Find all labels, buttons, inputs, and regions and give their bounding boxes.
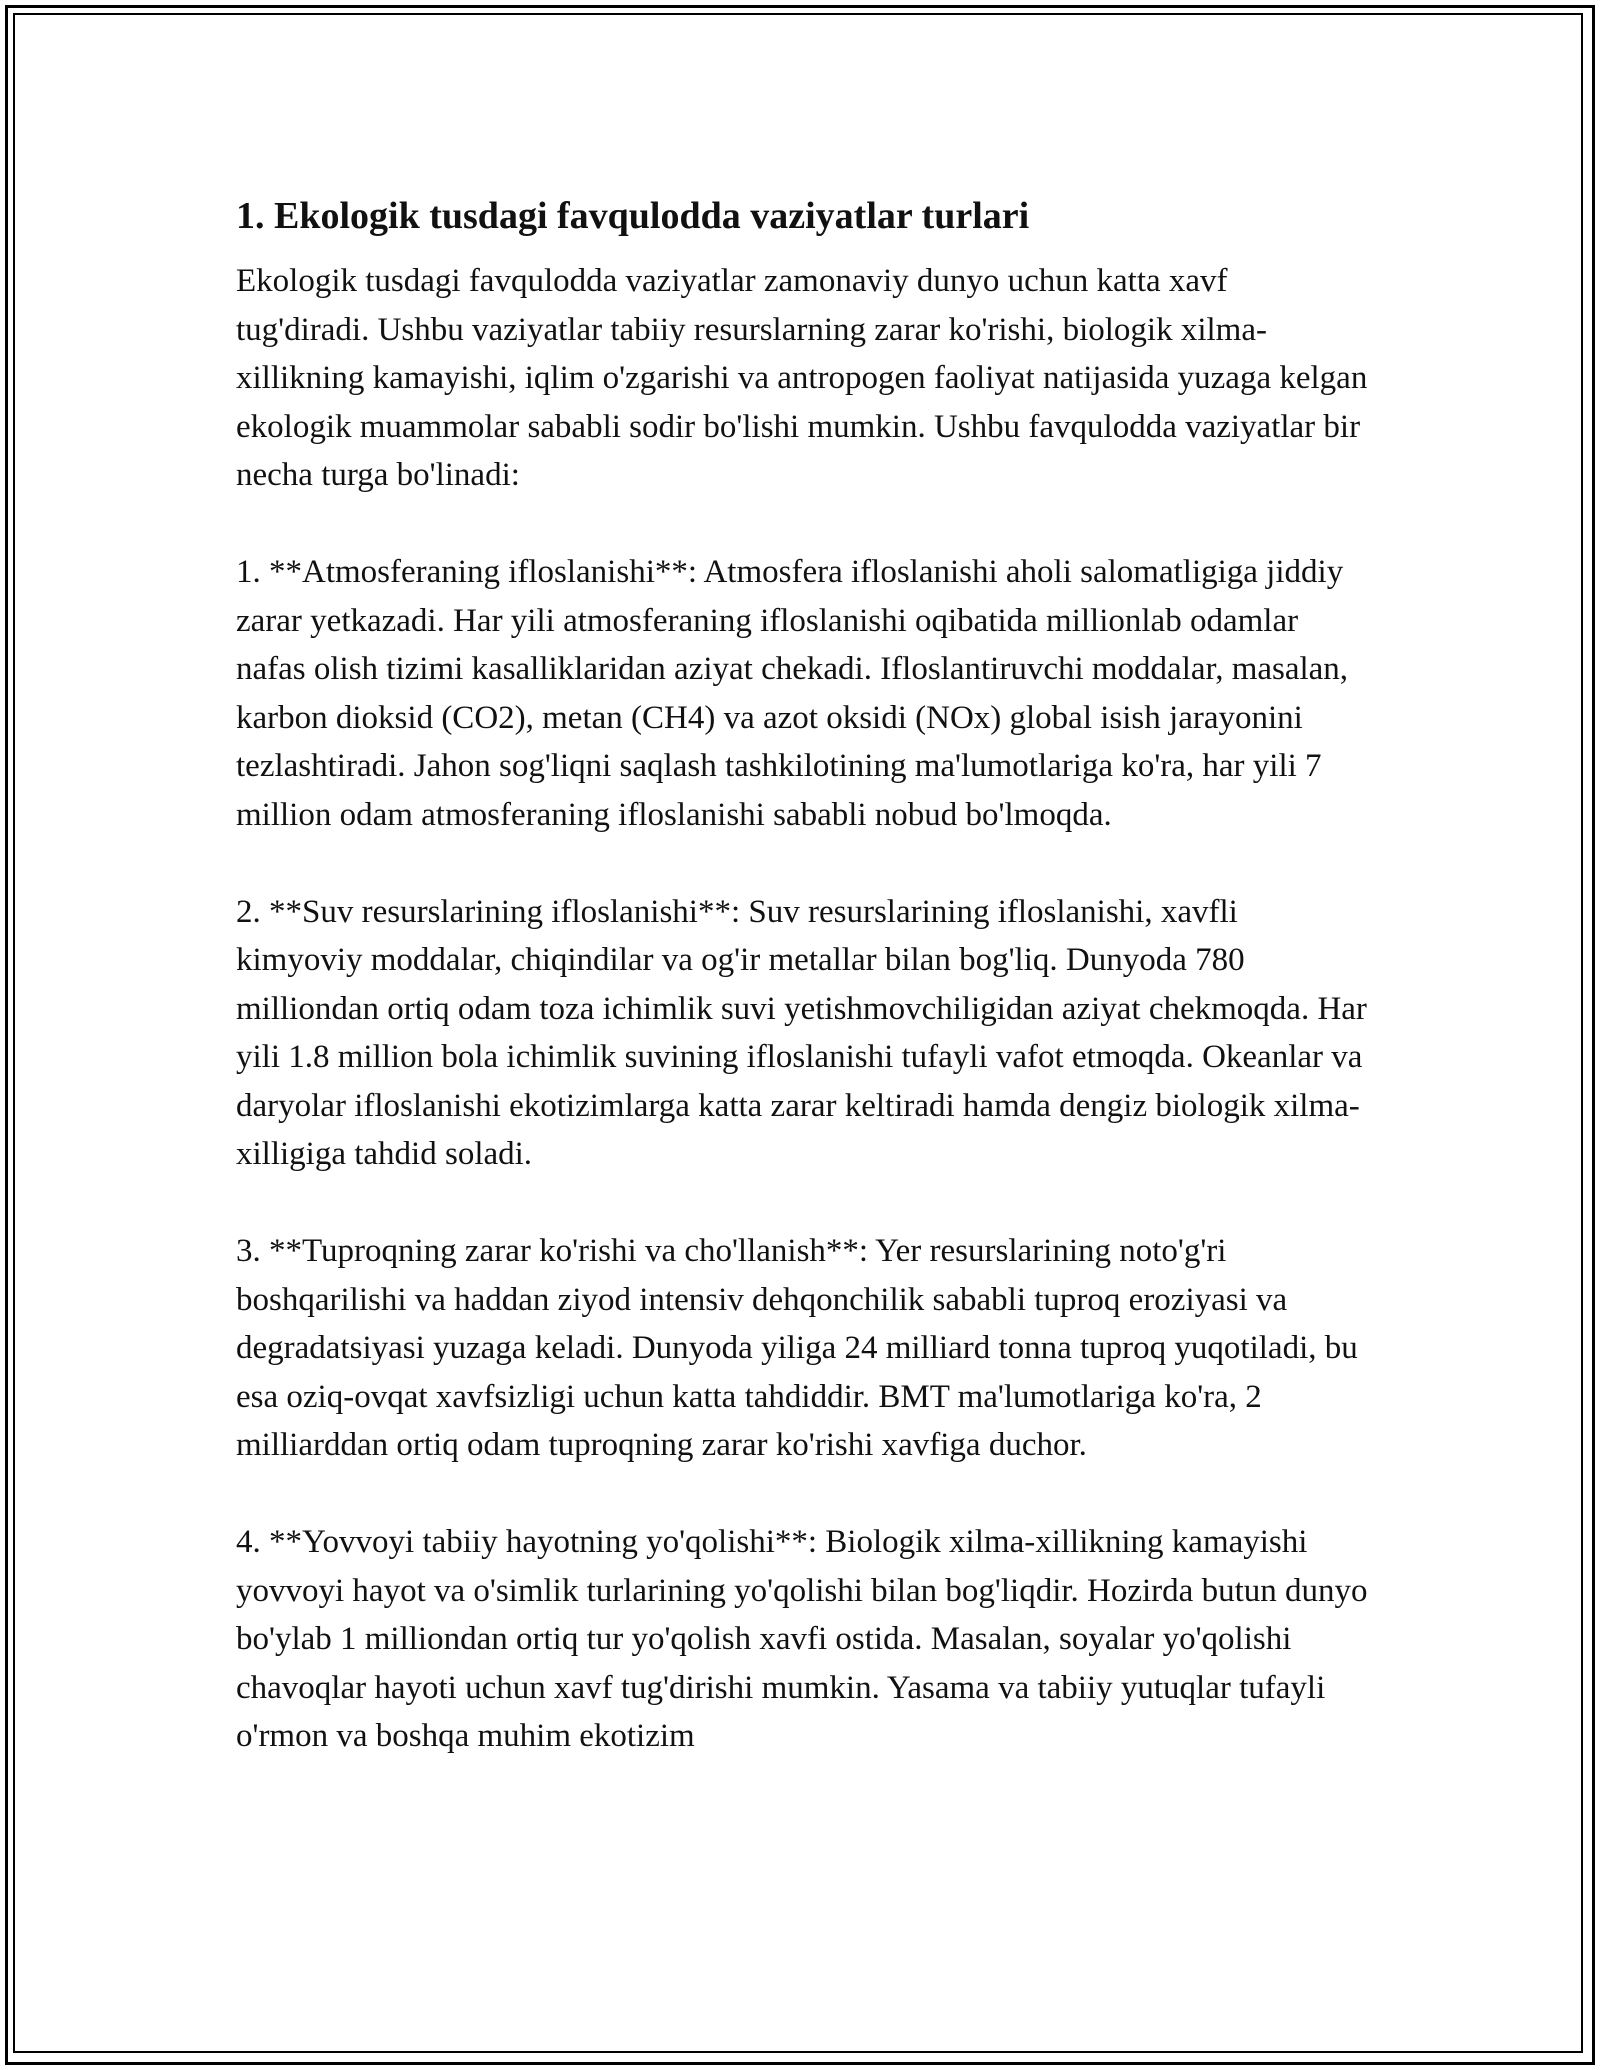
paragraph-wildlife-loss: 4. **Yovvoyi tabiiy hayotning yo'qolishi**: Biologik xilma-xillikning kamayishi yovvoyi hayot va o'simlik turlarining yo'qolishi bilan bog'liqdir. Hozirda butun dunyo bo'ylab 1 milliondan ortiq tur yo'qolish xavfi ostida. Masalan, soyalar yo'qolishi chavoqlar hayoti uchun xavf tug'dirishi mumkin. Yasama va tabiiy yutuqlar tufayli o'rmon va boshqa muhim ekotizim [236,1524,1368,1754]
paragraph-water-pollution: 2. **Suv resurslarining ifloslanishi**: Suv resurslarining ifloslanishi, xavfli kimyoviy moddalar, chiqindilar va og'ir metallar bilan bog'liq. Dunyoda 780 milliondan ortiq odam toza ichimlik suvi yetishmovchiligidan aziyat chekmoqda. Har yili 1.8 million bola ichimlik suvining ifloslanishi tufayli vafot etmoqda. Okeanlar va daryolar ifloslanishi ekotizimlarga katta zarar keltiradi hamda dengiz biologik xilma-xilligiga tahdid soladi. [236,893,1367,1172]
document-body [236,183,1368,1761]
intro-paragraph: Ekologik tusdagi favqulodda vaziyatlar zamonaviy dunyo uchun katta xavf tug'diradi. Ushbu vaziyatlar tabiiy resurslarning zarar ko'rishi, biologik xilma-xillikning kamayishi, iqlim o'zgarishi va antropogen faoliyat natijasida yuzaga kelgan ekologik muammolar sababli sodir bo'lishi mumkin. Ushbu favqulodda vaziyatlar bir necha turga bo'linadi: [236,263,1368,493]
paragraph-soil-degradation: 3. **Tuproqning zarar ko'rishi va cho'llanish**: Yer resurslarining noto'g'ri boshqarilishi va haddan ziyod intensiv dehqonchilik sababli tuproq eroziyasi va degradatsiyasi yuzaga keladi. Dunyoda yiliga 24 milliard tonna tuproq yuqotiladi, bu esa oziq-ovqat xavfsizligi uchun katta tahdiddir. BMT ma'lumotlariga ko'ra, 2 milliarddan ortiq odam tuproqning zarar ko'rishi xavfiga duchor. [236,1233,1358,1463]
section-heading: 1. Ekologik tusdagi favqulodda vaziyatlar turlari [236,195,1030,237]
paragraph-atmosphere-pollution: 1. **Atmosferaning ifloslanishi**: Atmosfera ifloslanishi aholi salomatligiga jiddiy zarar yetkazadi. Har yili atmosferaning ifloslanishi oqibatida millionlab odamlar nafas olish tizimi kasalliklaridan aziyat chekadi. Ifloslantiruvchi moddalar, masalan, karbon dioksid (CO2), metan (CH4) va azot oksidi (NOx) global isish jarayonini tezlashtiradi. Jahon sog'liqni saqlash tashkilotining ma'lumotlariga ko'ra, har yili 7 million odam atmosferaning ifloslanishi sababli nobud bo'lmoqda. [236,554,1349,833]
